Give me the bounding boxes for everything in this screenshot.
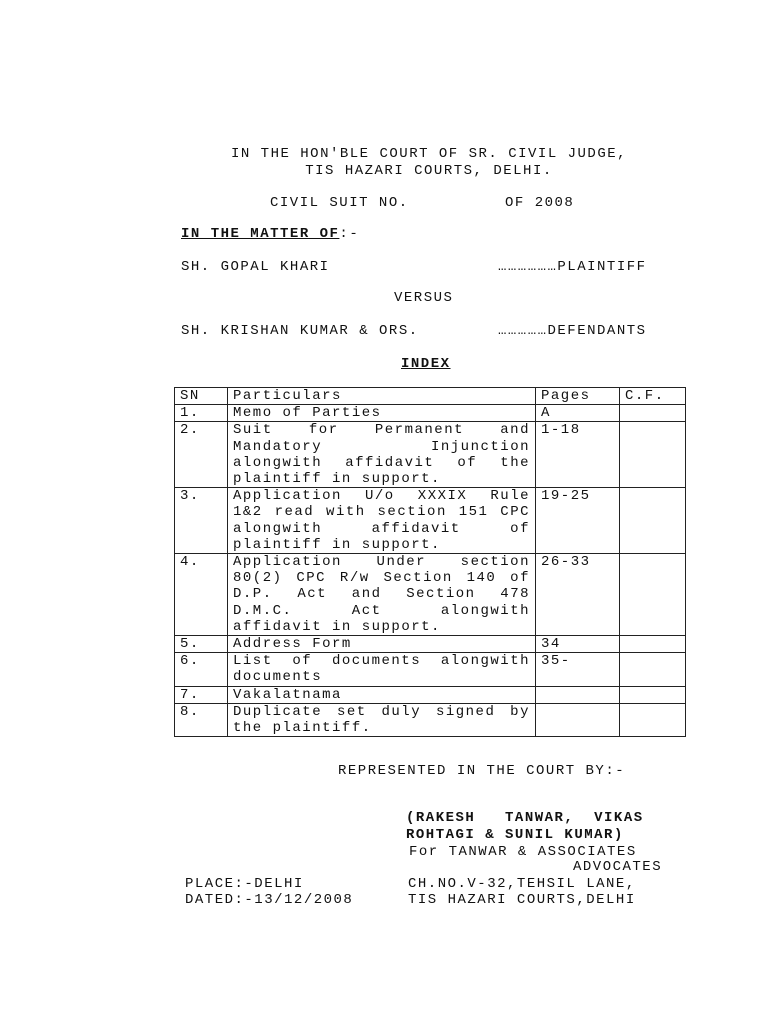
row-sn: 7.: [175, 686, 228, 703]
row-cf: [620, 636, 686, 653]
defendant-role: ……………DEFENDANTS: [498, 323, 647, 339]
table-row: [175, 405, 686, 422]
row-cf: [620, 686, 686, 703]
column-header-cf: C.F.: [620, 388, 686, 405]
row-pages: A: [536, 405, 620, 422]
row-particulars: Memo of Parties: [228, 405, 536, 422]
row-particulars: Address Form: [228, 636, 536, 653]
table-row: [175, 554, 686, 636]
row-pages: 35-: [536, 653, 620, 686]
chamber-address: CH.NO.V-32,TEHSIL LANE,: [408, 876, 636, 892]
row-particulars: Suit for Permanent and Mandatory Injunction alongwith affidavit of the plaintiff in support.: [228, 422, 536, 488]
row-pages: 34: [536, 636, 620, 653]
table-row: [175, 686, 686, 703]
row-pages: 19-25: [536, 488, 620, 554]
row-cf: [620, 405, 686, 422]
row-pages: [536, 703, 620, 736]
row-sn: 5.: [175, 636, 228, 653]
row-sn: 4.: [175, 554, 228, 636]
index-header-row: [175, 388, 686, 405]
table-row: [175, 653, 686, 686]
row-cf: [620, 703, 686, 736]
table-row: [175, 488, 686, 554]
defendant-name: SH. KRISHAN KUMAR & ORS.: [181, 323, 419, 339]
row-particulars: Application Under section 80(2) CPC R/w Section 140 of D.P. Act and Section 478 D.M.C. Act alongwith affidavit in support.: [228, 554, 536, 636]
row-pages: [536, 686, 620, 703]
table-row: [175, 636, 686, 653]
advocates-line2: ROHTAGI & SUNIL KUMAR): [406, 827, 624, 843]
table-row: [175, 422, 686, 488]
column-header-particulars: Particulars: [228, 388, 536, 405]
represented-by: REPRESENTED IN THE COURT BY:-: [338, 763, 626, 779]
row-sn: 6.: [175, 653, 228, 686]
versus-label: VERSUS: [394, 290, 454, 306]
dated: DATED:-13/12/2008: [185, 892, 354, 908]
row-particulars: List of documents alongwith documents: [228, 653, 536, 686]
row-particulars: Duplicate set duly signed by the plaintiff.: [228, 703, 536, 736]
suit-number-label: CIVIL SUIT NO.: [270, 195, 409, 211]
court-title-line1: IN THE HON'BLE COURT OF SR. CIVIL JUDGE,: [230, 146, 628, 162]
matter-heading: [181, 226, 359, 242]
index-title: INDEX: [401, 356, 451, 372]
court-address: TIS HAZARI COURTS,DELHI: [408, 892, 636, 908]
row-particulars: Vakalatnama: [228, 686, 536, 703]
row-particulars: Application U/o XXXIX Rule 1&2 read with section 151 CPC alongwith affidavit of plaintiff in support.: [228, 488, 536, 554]
row-cf: [620, 554, 686, 636]
advocates-names-1: RAKESH TANWAR, VIKAS: [415, 810, 644, 826]
plaintiff-role: ………………PLAINTIFF: [498, 259, 647, 275]
row-cf: [620, 653, 686, 686]
row-sn: 1.: [175, 405, 228, 422]
row-sn: 3.: [175, 488, 228, 554]
column-header-pages: Pages: [536, 388, 620, 405]
column-header-sn: SN: [175, 388, 228, 405]
suit-year: OF 2008: [505, 195, 575, 211]
matter-heading-text: IN THE MATTER OF: [181, 226, 340, 242]
place: PLACE:-DELHI: [185, 876, 304, 892]
row-cf: [620, 488, 686, 554]
index-table: [174, 387, 686, 737]
advocates-names-2: ROHTAGI & SUNIL KUMAR: [406, 827, 614, 843]
firm-name: For TANWAR & ASSOCIATES: [409, 844, 637, 860]
plaintiff-name: SH. GOPAL KHARI: [181, 259, 330, 275]
index-table-body: [175, 388, 686, 737]
row-sn: 8.: [175, 703, 228, 736]
row-sn: 2.: [175, 422, 228, 488]
table-row: [175, 703, 686, 736]
row-pages: 26-33: [536, 554, 620, 636]
row-pages: 1-18: [536, 422, 620, 488]
matter-heading-suffix: :-: [339, 226, 360, 242]
advocates-line1: (RAKESH TANWAR, VIKAS: [406, 810, 644, 826]
firm-role: ADVOCATES: [573, 859, 663, 875]
court-title-line2: TIS HAZARI COURTS, DELHI.: [305, 163, 553, 179]
row-cf: [620, 422, 686, 488]
